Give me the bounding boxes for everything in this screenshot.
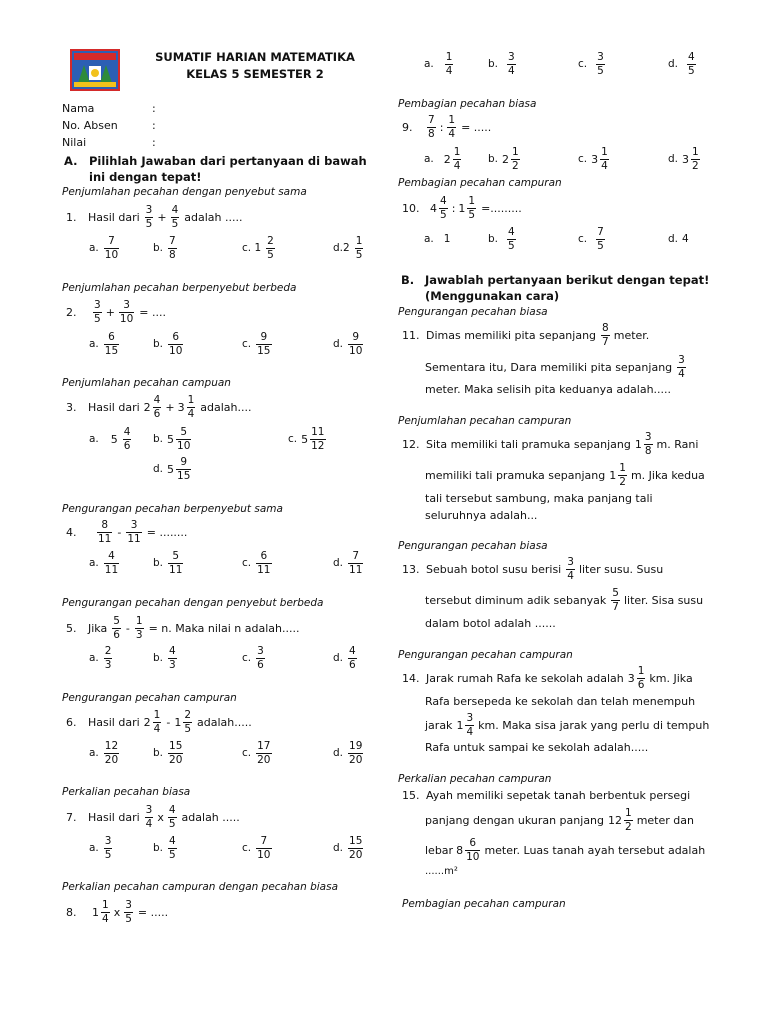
option-7d[interactable]: d. $\frac{15}{20}$ (333, 835, 363, 861)
field-colon: : (152, 136, 156, 149)
option-3d[interactable]: d. 5 $\frac{9}{15}$ (153, 456, 191, 482)
question-3: 3. Hasil dari 2 $\frac{4}{6}$ + 3 $\frac{1}{4}$ adalah.... (66, 394, 252, 420)
category-label: Pengurangan pecahan biasa (398, 540, 548, 552)
category-label: Pengurangan pecahan biasa (398, 306, 548, 318)
option-5d[interactable]: d. $\frac{4}{6}$ (333, 645, 356, 671)
section-a-letter: A. (64, 154, 78, 168)
category-label: Pengurangan pecahan campuran (398, 649, 573, 661)
option-3c[interactable]: c. 5 $\frac{11}{12}$ (288, 426, 325, 452)
question-8: 8. 1 $\frac{1}{4}$ x $\frac{3}{5}$ = ..... (66, 899, 169, 925)
option-8c[interactable]: c. $\frac{3}{5}$ (578, 51, 604, 77)
option-1a[interactable]: a. $\frac{7}{10}$ (89, 235, 119, 261)
option-2c[interactable]: c. $\frac{9}{15}$ (242, 331, 271, 357)
question-10: 10. 4 $\frac{4}{5}$ : 1 $\frac{1}{5}$ =......... (402, 195, 522, 221)
option-7a[interactable]: a. $\frac{3}{5}$ (89, 835, 112, 861)
option-3b[interactable]: b. 5 $\frac{5}{10}$ (153, 426, 191, 452)
option-10a[interactable]: a. 1 (424, 233, 451, 245)
option-3a[interactable]: a. 5 $\frac{4}{6}$ (89, 426, 131, 452)
field-label-nama: Nama (62, 102, 95, 115)
option-10c[interactable]: c. $\frac{7}{5}$ (578, 226, 604, 252)
question-11-line-1: 11. Dimas memiliki pita sepanjang $\frac{8}{7}$ meter. (402, 322, 650, 348)
option-4d[interactable]: d. $\frac{7}{11}$ (333, 550, 363, 576)
option-9c[interactable]: c. 3 $\frac{1}{4}$ (578, 146, 608, 172)
category-label: Penjumlahan pecahan campuan (62, 377, 231, 389)
option-2b[interactable]: b. $\frac{6}{10}$ (153, 331, 183, 357)
question-1: 1. Hasil dari $\frac{3}{5}$ + $\frac{4}{5}$ adalah ..... (66, 204, 243, 230)
option-2d[interactable]: d. $\frac{9}{10}$ (333, 331, 363, 357)
question-4: 4. $\frac{8}{11}$ - $\frac{3}{11}$ = ........ (66, 519, 188, 545)
section-b-letter: B. (401, 273, 415, 287)
question-12-line-4: seluruhnya adalah... (425, 509, 538, 522)
question-13-line-1: 13. Sebuah botol susu berisi $\frac{3}{4}$ liter susu. Susu (402, 556, 664, 582)
question-15-line-2: panjang dengan ukuran panjang 12 $\frac{1}{2}$ meter dan (425, 807, 694, 833)
option-8a[interactable]: a. $\frac{1}{4}$ (424, 51, 453, 77)
option-7c[interactable]: c. $\frac{7}{10}$ (242, 835, 271, 861)
option-7b[interactable]: b. $\frac{4}{5}$ (153, 835, 176, 861)
option-6d[interactable]: d. $\frac{19}{20}$ (333, 740, 363, 766)
option-4a[interactable]: a. $\frac{4}{11}$ (89, 550, 119, 576)
field-label-nilai: Nilai (62, 136, 87, 149)
question-14-line-4: Rafa untuk sampai ke sekolah adalah..... (425, 741, 649, 754)
option-10d[interactable]: d. 4 (668, 233, 689, 245)
option-5c[interactable]: c. $\frac{3}{6}$ (242, 645, 264, 671)
option-9d[interactable]: d. 3 $\frac{1}{2}$ (668, 146, 699, 172)
category-label: Pengurangan pecahan berpenyebut sama (62, 503, 283, 515)
question-13-line-2: tersebut diminum adik sebanyak $\frac{5}{7}$ liter. Sisa susu (425, 587, 704, 613)
category-label: Pembagian pecahan campuran (398, 177, 562, 189)
category-label: Penjumlahan pecahan dengan penyebut sama (62, 186, 307, 198)
question-15-line-3: lebar 8 $\frac{6}{10}$ meter. Luas tanah ayah tersebut adalah (425, 837, 706, 863)
option-1c[interactable]: c. 1 $\frac{2}{5}$ (242, 235, 274, 261)
doc-subtitle: KELAS 5 SEMESTER 2 (186, 67, 324, 81)
category-label: Perkalian pecahan campuran (398, 773, 552, 785)
option-8d[interactable]: d. $\frac{4}{5}$ (668, 51, 695, 77)
section-b-title: Jawablah pertanyaan berikut dengan tepat! (Menggunakan cara) (425, 273, 710, 303)
section-a-title: Pilihlah Jawaban dari pertanyaan di bawah ini dengan tepat! (89, 154, 367, 184)
field-colon: : (152, 119, 156, 132)
field-colon: : (152, 102, 156, 115)
option-9b[interactable]: b. 2 $\frac{1}{2}$ (488, 146, 519, 172)
category-label: Perkalian pecahan biasa (62, 786, 191, 798)
question-13-line-3: dalam botol adalah ...... (425, 617, 556, 630)
question-11-line-2: Sementara itu, Dara memiliki pita sepanjang $\frac{3}{4}$ (425, 354, 685, 380)
category-label: Perkalian pecahan campuran dengan pecahan biasa (62, 881, 339, 893)
option-4b[interactable]: b. $\frac{5}{11}$ (153, 550, 183, 576)
question-11-line-3: meter. Maka selisih pita keduanya adalah..... (425, 383, 672, 396)
school-logo (70, 49, 120, 91)
question-2: 2. $\frac{3}{5}$ + $\frac{3}{10}$ = .... (66, 299, 166, 325)
fraction: $\frac{3}{5}$ (145, 204, 153, 230)
fraction: $\frac{4}{5}$ (171, 204, 179, 230)
option-10b[interactable]: b. $\frac{4}{5}$ (488, 226, 515, 252)
option-6a[interactable]: a. $\frac{12}{20}$ (89, 740, 119, 766)
question-14-line-1: 14. Jarak rumah Rafa ke sekolah adalah 3 $\frac{1}{6}$ km. Jika (402, 665, 693, 691)
question-5: 5. Jika $\frac{5}{6}$ - $\frac{1}{3}$ = n. Maka nilai n adalah..... (66, 615, 300, 641)
category-label: Pembagian pecahan biasa (398, 98, 537, 110)
question-12-line-3: tali tersebut sambung, maka panjang tali (425, 492, 653, 505)
option-6c[interactable]: c. $\frac{17}{20}$ (242, 740, 271, 766)
question-7: 7. Hasil dari $\frac{3}{4}$ x $\frac{4}{5}$ adalah ..... (66, 804, 240, 830)
category-label: Pengurangan pecahan campuran (62, 692, 237, 704)
category-label: Penjumlahan pecahan berpenyebut berbeda (62, 282, 297, 294)
option-9a[interactable]: a. 2 $\frac{1}{4}$ (424, 146, 461, 172)
category-label: Penjumlahan pecahan campuran (398, 415, 572, 427)
doc-title: SUMATIF HARIAN MATEMATIKA (155, 50, 355, 64)
category-label: Pengurangan pecahan dengan penyebut berbeda (62, 597, 324, 609)
question-9: 9. $\frac{7}{8}$ : $\frac{1}{4}$ = ..... (402, 114, 492, 140)
question-6: 6. Hasil dari 2 $\frac{1}{4}$ - 1 $\frac{2}{5}$ adalah..... (66, 709, 252, 735)
option-5a[interactable]: a. $\frac{2}{3}$ (89, 645, 112, 671)
question-15-line-1: 15. Ayah memiliki sepetak tanah berbentuk persegi (402, 789, 691, 802)
question-12-line-2: memiliki tali pramuka sepanjang 1 $\frac{1}{2}$ m. Jika kedua (425, 462, 705, 488)
question-15-line-4: ......m² (425, 866, 458, 877)
option-8b[interactable]: b. $\frac{3}{4}$ (488, 51, 515, 77)
question-14-line-3: jarak 1 $\frac{3}{4}$ km. Maka sisa jarak yang perlu di tempuh (425, 712, 710, 738)
field-label-absen: No. Absen (62, 119, 118, 132)
option-5b[interactable]: b. $\frac{4}{3}$ (153, 645, 176, 671)
category-label: Pembagian pecahan campuran (402, 898, 566, 910)
option-1d[interactable]: d.2 $\frac{1}{5}$ (333, 235, 363, 261)
option-2a[interactable]: a. $\frac{6}{15}$ (89, 331, 119, 357)
option-4c[interactable]: c. $\frac{6}{11}$ (242, 550, 271, 576)
question-12-line-1: 12. Sita memiliki tali pramuka sepanjang 1 $\frac{3}{8}$ m. Rani (402, 431, 699, 457)
option-1b[interactable]: b. $\frac{7}{8}$ (153, 235, 176, 261)
option-6b[interactable]: b. $\frac{15}{20}$ (153, 740, 183, 766)
question-14-line-2: Rafa bersepeda ke sekolah dan telah menempuh (425, 695, 696, 708)
